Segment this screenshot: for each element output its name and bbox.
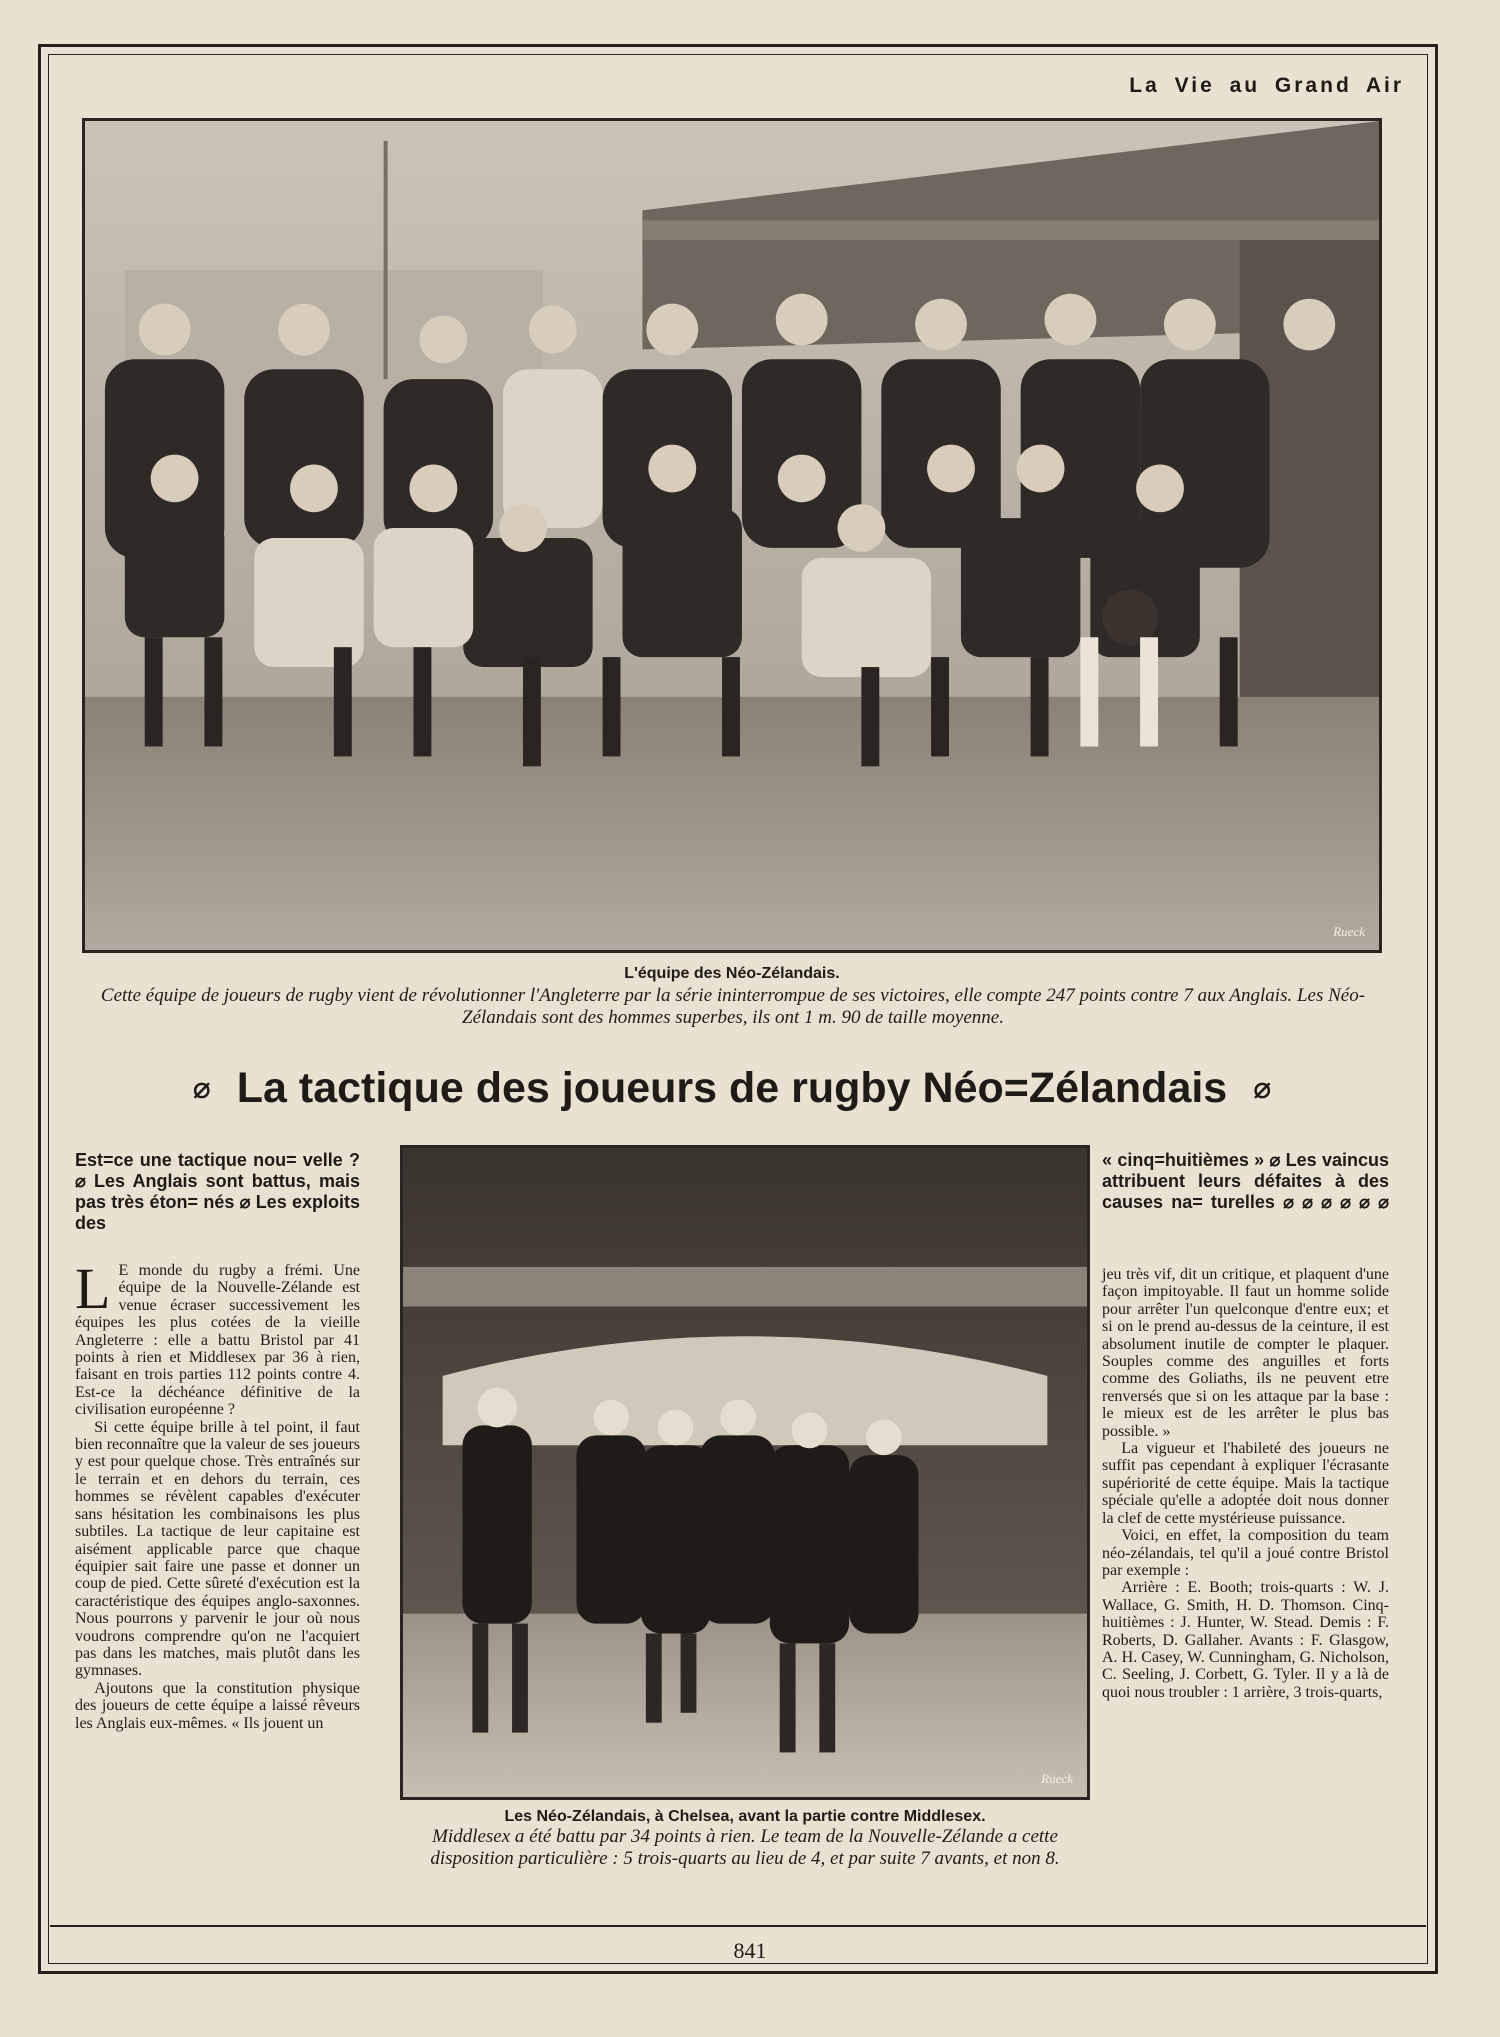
left-subhead: Est=ce une tactique nou= velle ? ⌀ Les Anglais sont battus, mais pas très éton= nés ⌀ Les exploits des [75,1150,360,1233]
article-headline [82,1064,1382,1113]
article-headline-text: La tactique des joueurs de rugby Néo=Zélandais [236,1064,1228,1112]
paragraph: Si cette équipe brille à tel point, il faut bien reconnaître que la valeur de ses joueurs y est pour quelque chose. Très entraînés sur le terrain et en dehors du terrain, ces hommes se révèlent capables d'exécuter sans hésitation les combinaisons les plus subtiles. La tactique de leur capitaine est aisément applicable parce que chaque équipier sait faire une passe et donner un coup de pied. Cette sûreté d'exécution est la caractéristique des équipes anglo-saxonnes. Nous pourrons y parvenir le jour où nous voudrons comprendre qu'on ne l'acquiert pas dans les matches, mais plutôt dans les gymnases. [75,1418,360,1680]
right-subhead: « cinq=huitièmes » ⌀ Les vaincus attribuent leurs défaites à des causes na= turelles ⌀ ⌀ ⌀ ⌀ ⌀ ⌀ [1102,1150,1389,1212]
chelsea-photo [400,1145,1090,1800]
chelsea-photo-signature: Rueck [1041,1771,1073,1786]
drop-cap: L [75,1256,111,1321]
page-number: 841 [733,1938,767,1963]
chelsea-caption-title: Les Néo-Zélandais, à Chelsea, avant la partie contre Middlesex. [504,1808,986,1825]
leaf-ornament-icon: ⌀ [1253,1072,1272,1105]
team-photo-caption-text: Cette équipe de joueurs de rugby vient de révolutionner l'Angleterre par la série ininterrompue de ses victoires, elle compte 247 points contre 7 aux Anglais. Les Néo-Zélandais sont des hommes superbes, ils ont 1 m. 90 de taille moyenne. [100,985,1366,1028]
paragraph: L E monde du rugby a frémi. Une équipe de la Nouvelle-Zélande est venue écraser successivement les équipes les plus cotées de la vieille Angleterre : elle a battu Bristol par 41 points à rien et Middlesex par 36 à rien, faisant en trois parties 112 points contre 4. Est-ce la déchéance définitive de la civilisation européenne ? [75,1256,360,1419]
chelsea-caption-text: Middlesex a été battu par 34 points à rien. Le team de la Nouvelle-Zélande a cette disposition particulière : 5 trois-quarts au lieu de 4, et par suite 7 avants, et non 8. [430,1826,1060,1869]
paragraph: Arrière : E. Booth; trois-quarts : W. J. Wallace, G. Smith, H. D. Thomson. Cinq-huitièmes : J. Hunter, W. Stead. Demis : F. Roberts, D. Gallaher. Avants : F. Glasgow, A. H. Casey, W. Cunningham, G. Nicholson, C. Seeling, J. Corbett, G. Tyler. Il y a là de quoi nous troubler : 1 arrière, 3 trois-quarts, [1102,1579,1389,1701]
paragraph: La vigueur et l'habileté des joueurs ne suffit pas cependant à expliquer l'écrasante supériorité de cette équipe. Mais la tactique spéciale qu'elle a adoptée doit nous donner la clef de cette mystérieuse puissance. [1102,1440,1389,1527]
team-photo [82,118,1382,953]
team-photo-image [85,121,1379,950]
footer-rule [50,1925,1426,1927]
leaf-ornament-icon: ⌀ [192,1072,211,1105]
running-title: La Vie au Grand Air [1129,74,1404,97]
paragraph: Voici, en effet, la composition du team néo-zélandais, tel qu'il a joué contre Bristol par exemple : [1102,1527,1389,1579]
paragraph: Ajoutons que la constitution physique des joueurs de cette équipe a laissé rêveurs les Anglais eux-mêmes. « Ils jouent un [75,1679,360,1732]
chelsea-photo-image [403,1148,1087,1797]
right-column-text [1102,1266,1389,1701]
team-photo-signature: Rueck [1333,924,1365,939]
paragraph: jeu très vif, dit un critique, et plaquent d'une façon impitoyable. Il faut un homme solide pour arrêter l'un quelconque d'entre eux; et si on le prend au-dessus de la ceinture, il est absolument inutile de compter le plaquer. Souples comme des anguilles et forts comme des Goliaths, ils ne peuvent etre renversés que si on les attaque par la base : le mieux est de les arrêter le plus bas possible. » [1102,1266,1389,1440]
team-photo-caption-title: L'équipe des Néo-Zélandais. [624,965,840,982]
left-column-text [75,1256,360,1732]
